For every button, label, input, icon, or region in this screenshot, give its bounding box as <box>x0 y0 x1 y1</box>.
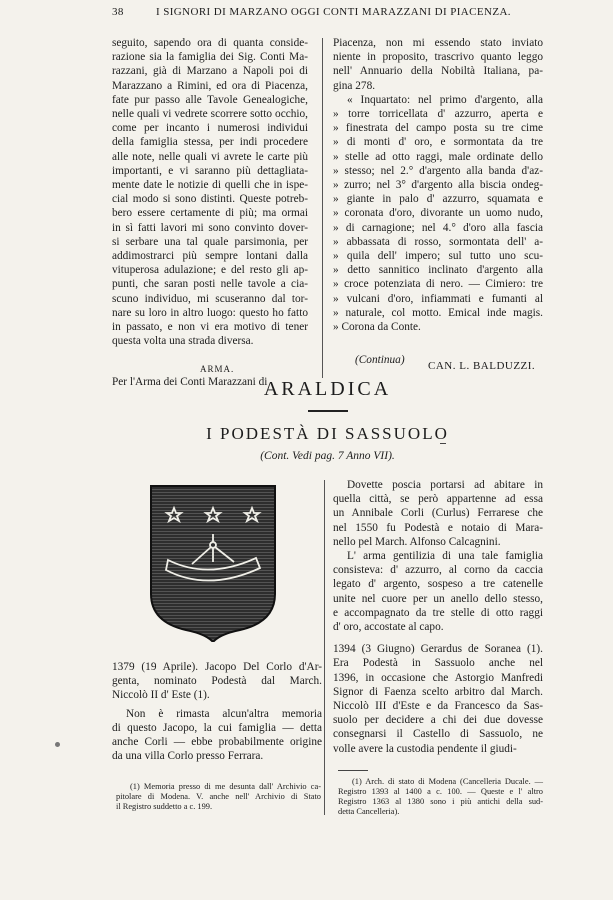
top-right-column <box>333 36 543 334</box>
text-line: Marazzano a Rimini, ed ora di Piacenza, <box>112 79 308 92</box>
footnote-line: detta Cancelleria). <box>338 807 400 816</box>
text-line: punti, che saran posti nelle tavole a cia- <box>112 278 308 291</box>
quote-line: » giante in palo d' azzurro, squamata e <box>333 193 543 206</box>
footnote-line: (1) Arch. di stato di Modena (Cancelleria Ducale. — <box>352 777 543 786</box>
podesta-entry-1379 <box>112 660 322 703</box>
paragraph-arma <box>333 549 543 634</box>
top-left-paragraph <box>112 36 308 348</box>
text-line: nello pel March. Alfonso Calcagnini. <box>333 535 501 548</box>
quote-line: « Inquartato: nel primo d'argento, alla <box>347 93 543 106</box>
article-subtitle: (Cont. Vedi pag. 7 Anno VII). <box>260 450 395 462</box>
text-line: bero essere certamente di più; ma ormai <box>112 207 308 220</box>
podesta-entry-1394 <box>333 642 543 756</box>
text-line: d' oro, accostate al capo. <box>333 621 444 634</box>
text-line: un Annibale Corli (Curlus) Ferrarese che <box>333 507 543 520</box>
text-line: quella città, se però appartenne ad essa <box>333 493 543 506</box>
text-line: alle note, nelle quali vi avrete le carte più <box>112 150 308 163</box>
quote-line: » di carnagione; nel 4.° d'oro alla fascia <box>333 221 543 234</box>
quote-line: » naturale, col motto. Emical inde magis. <box>333 306 543 319</box>
heraldic-quote <box>333 93 543 334</box>
quote-line: » di monti d' oro, e sormontata da tre <box>333 136 543 149</box>
top-left-column <box>112 36 308 348</box>
text-line: addimostrarci più sempre lontani dalla <box>112 250 308 263</box>
text-line: importanti, e vi saranno più dettagliata- <box>112 164 308 177</box>
text-line: consisteva: d' azzurro, al corno da caccia <box>333 564 543 577</box>
text-line: 1394 (3 Giugno) Gerardus de Soranea (1). <box>333 643 543 656</box>
bottom-left-column <box>112 660 322 763</box>
text-line: mente date le notizie di quelli che in ispe- <box>112 179 308 192</box>
text-line: come per incanto i numerosi individui <box>112 122 308 135</box>
text-line: niente in proposito, trascrivo quanto leggo <box>333 51 543 64</box>
text-line: Non è rimasta alcun'altra memoria <box>126 707 322 720</box>
section-divider <box>308 410 348 412</box>
quote-line: » stesso; nel 2.° d'argento alla banda d'az- <box>333 164 543 177</box>
coat-of-arms-image <box>148 482 278 642</box>
text-line: gina 278. <box>333 79 376 92</box>
article-title: I PODESTÀ DI SASSUOLO <box>206 424 449 443</box>
ink-spot <box>55 742 60 747</box>
text-line: scuno individuo, mi scuseranno dal tor- <box>112 292 308 305</box>
text-line: e accompagnato da tre stelle di otto raggi <box>333 606 543 619</box>
text-line: seguito, sapendo ora di quanta conside- <box>112 37 308 49</box>
text-line: volle avere la custodia pendente il giudi- <box>333 742 517 755</box>
footnote-line: Registro 1393 al 1400 a c. 100. — Queste e l' altro <box>338 787 543 796</box>
text-line: Dovette poscia portarsi ad abitare in <box>347 479 543 491</box>
text-line: in sì fatti lavori mi sono convinto dover- <box>112 221 308 234</box>
text-line: questa volta una strada diversa. <box>112 335 254 348</box>
text-line: razzani, già di Marzano a Napoli poi di <box>112 65 308 78</box>
paragraph-corli <box>333 478 543 549</box>
footnote-rule <box>338 770 368 771</box>
text-line: cial modo si sono distinti. Queste potreb- <box>112 193 308 206</box>
quote-line: » croce potenziata di nero. — Cimiero: tre <box>333 278 543 291</box>
footnote-line: il Registro suddetto a c. 199. <box>116 802 213 811</box>
caption-line: Niccolò II d' Este (1). <box>112 689 210 702</box>
page-number: 38 <box>112 6 124 18</box>
text-line: suolo per decidere a chi dei due dovesse <box>333 714 543 727</box>
caption-line: 1379 (19 Aprile). Jacopo Del Corlo d'Ar- <box>112 661 322 673</box>
text-line: razione sia la famiglia dei Sig. Conti Ma- <box>112 51 308 64</box>
footnote-line: Registro 1363 al 1380 sono i più antichi della sud- <box>338 797 543 806</box>
title-underline <box>440 443 446 444</box>
text-line: Signor di Faenza scelto arbitro dal March. <box>333 685 543 698</box>
running-title: I SIGNORI DI MARZANO OGGI CONTI MARAZZANI DI PIACENZA. <box>156 6 511 18</box>
text-line: legato d' argento, sospeso a tre catenelle <box>333 578 543 591</box>
quote-line: » Corona da Conte. <box>333 321 421 334</box>
quote-line: » quila dell' impero; sul tutto uno scu- <box>333 250 543 263</box>
text-line: nel 1550 fu Podestà e notaio di Mara- <box>333 521 543 534</box>
quote-line: » abbassata di rosso, sormontata dell' a- <box>333 235 543 248</box>
top-right-paragraph <box>333 36 543 93</box>
quote-line: » stelle ad otto raggi, male ordinate dello <box>333 150 543 163</box>
quote-line: » coronata d'oro, divorante un uomo nudo, <box>333 207 543 220</box>
text-line: unite nel cuore per un anello dello stesso, <box>333 592 543 605</box>
text-line: Niccolò III d'Este e da Francesco da Sas- <box>333 700 543 713</box>
arma-line: Per l'Arma dei Conti Marazzani di <box>112 376 268 388</box>
text-line: Era Podestà in Sassuolo anche nel <box>333 657 543 670</box>
text-line: in passato, e non vi era motivo di tener <box>112 321 308 334</box>
bottom-left-paragraph <box>112 707 322 764</box>
text-line: 1396, in occasione che Astorgio Manfredi <box>333 671 543 684</box>
text-line: fate pur passo alle Tavole Genealogiche, <box>112 93 308 106</box>
footnote-left <box>116 782 321 812</box>
text-line: vituperosa adulazione; e del resto gli ap- <box>112 264 308 277</box>
text-line: di questo Jacopo, la cui famiglia — detta <box>112 721 322 734</box>
quote-line: » torre torricellata d' azzurro, aperta e <box>333 108 543 121</box>
section-title: ARALDICA <box>263 378 392 400</box>
footnote-right <box>338 777 543 817</box>
quote-line: » vulcani d'oro, infiammati e fumanti al <box>333 292 543 305</box>
continua-note: (Continua) <box>355 354 405 366</box>
caption-line: genta, nominato Podestà dal March. <box>112 675 322 688</box>
arma-heading: ARMA. <box>200 364 235 374</box>
quote-line: » zurro; nel 3° d'argento alla biscia ondeg- <box>333 179 543 192</box>
footnote-line: (1) Memoria presso di me desunta dall' Archivio ca- <box>130 782 321 791</box>
text-line: della famiglia stessa, per indi procedere <box>112 136 308 149</box>
text-line: anche Corli — ebbe probabilmente origine <box>112 736 322 749</box>
quote-line: » finestrata del campo posta su tre cime <box>333 122 543 135</box>
bottom-right-column <box>333 478 543 756</box>
column-rule-bottom <box>324 480 325 815</box>
text-line: Piacenza, non mi essendo stato inviato <box>333 37 543 49</box>
quote-line: » detto sannitico inclinato d'argento alla <box>333 264 543 277</box>
author-signature: CAN. L. BALDUZZI. <box>428 360 536 372</box>
text-line: L' arma gentilizia di una tale famiglia <box>347 550 543 563</box>
text-line: nell' Annuario della Nobiltà Italiana, pa- <box>333 65 543 78</box>
text-line: da una villa Corlo presso Ferrara. <box>112 750 264 763</box>
text-line: nare su loro in altro luogo: questo ho fatto <box>112 306 308 319</box>
footnote-line: pitolare di Modena. V. anche nell' Archivio di Stato <box>116 792 321 801</box>
shield-icon <box>148 482 278 642</box>
text-line: si serbare una tal quale parsimonia, per <box>112 235 308 248</box>
column-rule-top <box>322 38 323 378</box>
text-line: consegnarsi il Castello di Sassuolo, ne <box>333 728 543 741</box>
text-line: nelle quali vi vedrete scorrere sotto occhio, <box>112 108 308 121</box>
